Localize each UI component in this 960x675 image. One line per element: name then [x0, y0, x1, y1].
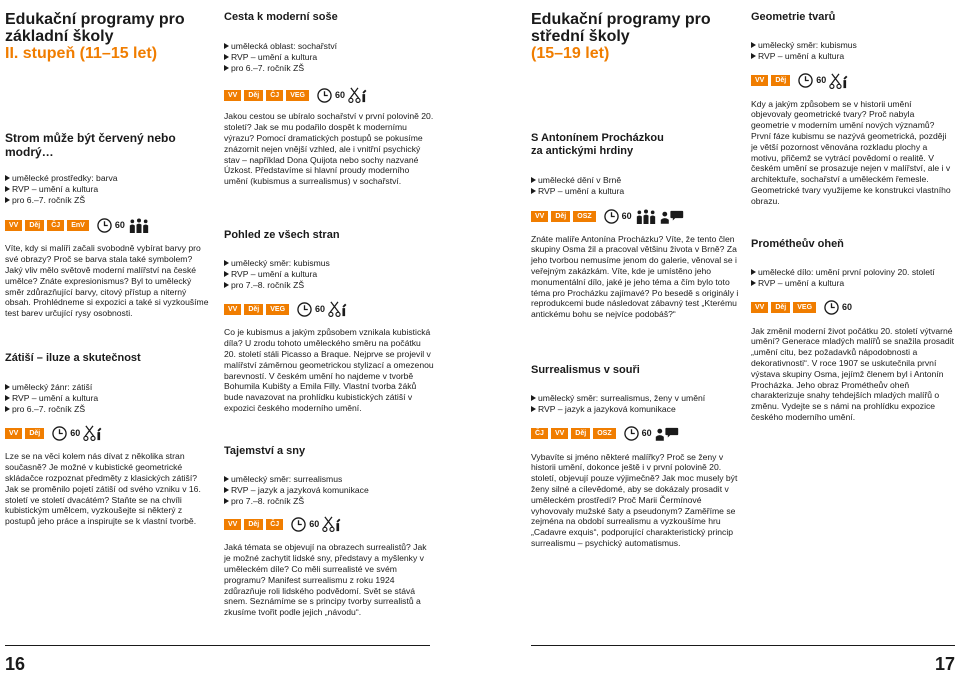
program-meta: umělecká oblast: sochařství RVP – umění a kultura pro 6.–7. ročník ZŠ — [224, 41, 434, 73]
tag: VV — [5, 428, 22, 439]
program-description: Znáte malíře Antonína Procházku? Víte, že tento člen skupiny Osma žil a pracoval většinu života v Brně? Za jeho tvorbou nemusíme jenom do galerie, věnoval se i veřejným zakázkám. Víte, kde je umístěno jeho monumentální dílo, jaké je jeho téma a čím bylo toto téma pro Procházku zajímavé? Po besedě s originály i reprodukcemi bude následovat zábavný test „Kterému antickému bohu se nejvíce podobáš?“ — [531, 233, 739, 320]
tag: VEG — [266, 304, 289, 315]
duration: 60 — [798, 73, 826, 88]
tag: VV — [5, 220, 22, 231]
program-geometrie — [751, 11, 954, 207]
program-title: Prométheův oheň — [751, 238, 844, 250]
clock-icon — [624, 426, 639, 441]
subject-tags — [5, 217, 210, 233]
program-description: Jakou cestou se ubíralo sochařství v první polovině 20. století? Jak se mu podařilo dospět k modernímu výrazu? Pomocí dramatických postupů se pokusíme znázornit nejen vnější vzhled, ale i vnitřní psychický stav – například Dona Quijota nebo sochy nazvané Úzkost. Představíme si hlavní proudy moderního umění (kubismus a surrealismus) v sochařství. — [224, 111, 434, 187]
tag: EnV — [67, 220, 89, 231]
tag: ČJ — [266, 90, 283, 101]
program-description: Kdy a jakým způsobem se v historii umění objevovaly geometrické tvary? Proč nabyla geometrie v moderním umění nových významů? První fáze kubismu se nazývá geometrická, později je větší pozornost věnována rozkladu plochy a motivu, přičemž se vytrácí povědomí o realitě. V českém umění se prosazuje nejen v malířství, ale i v architektuře, sochařství a uměleckém řemesle. Geometrické tvary využijeme ke konstrukci vlastního obrazu. — [751, 98, 951, 206]
program-meta: umělecký žánr: zátiší RVP – umění a kultura pro 6.–7. ročník ZŠ — [5, 382, 210, 414]
subject-tags — [224, 87, 434, 103]
tag: OSZ — [593, 428, 615, 439]
program-strom — [5, 131, 210, 319]
program-title: Strom může být červený nebo modrý… — [5, 131, 176, 159]
program-cesta — [224, 11, 434, 187]
program-meta: umělecký směr: kubismus RVP – umění a kultura pro 7.–8. ročník ZŠ — [224, 258, 434, 290]
program-pohled — [224, 229, 434, 414]
program-tajemstvi — [224, 445, 434, 618]
program-description: Víte, kdy si malíři začali svobodně vybírat barvy pro své obrazy? Proč se barva stala také symbolem? Jaký vliv mělo světově moderní malířství na české umělce? Znáte expresionismus? Byl to umělecký směr zdůrazňující barvy, citový přístup a niterný obsah. Prohlédneme si expozici a také si vyzkoušíme test barev určující rysy osobnosti. — [5, 243, 209, 319]
column-1 — [5, 11, 210, 527]
tag: OSZ — [573, 211, 595, 222]
duration: 60 — [97, 218, 125, 233]
program-meta: umělecký směr: kubismus RVP – umění a kultura — [751, 40, 954, 62]
duration: 60 — [317, 88, 345, 103]
scissors-icon — [83, 425, 103, 441]
program-meta: umělecké prostředky: barva RVP – umění a kultura pro 6.–7. ročník ZŠ — [5, 173, 210, 205]
program-title: Surrealismus v souři — [531, 364, 640, 376]
program-title: S Antonínem Procházkou za antickými hrdiny — [531, 132, 664, 157]
page-title-basic-schools: Edukační programy pro základní školy II. stupeň (11–15 let) — [5, 11, 185, 62]
program-title: Tajemství a sny — [224, 445, 306, 457]
tag: VEG — [793, 302, 816, 313]
column-3 — [531, 11, 743, 548]
program-zatisi — [5, 352, 210, 527]
tag: ČJ — [47, 220, 64, 231]
clock-icon — [297, 302, 312, 317]
program-description: Lze se na věci kolem nás dívat z několika stran současně? Je možné v kubistické geometrické skládačce rozpoznat předměty z klasických zátiší? Jak se proměnilo pojetí zátiší od svého vzniku v 16. století ve století dvacátém? Staňte se na chvíli kubistickým umělcem, vyzkoušejte si některý z postupů jeho práce a inspirujte se k vlastní tvorbě. — [5, 451, 201, 527]
program-title: Zátiší – iluze a skutečnost — [5, 352, 141, 364]
program-meta: umělecké dílo: umění první poloviny 20. století RVP – umění a kultura — [751, 267, 954, 289]
group-icon — [635, 209, 657, 224]
tag: VV — [224, 519, 241, 530]
subject-tags — [531, 209, 743, 225]
duration: 60 — [624, 426, 652, 441]
discussion-icon — [660, 209, 684, 224]
subject-tags — [531, 426, 743, 442]
tag: VV — [551, 428, 568, 439]
tag: Děj — [571, 428, 590, 439]
page-number-left: 16 — [5, 654, 26, 674]
subject-tags — [751, 73, 954, 89]
footer-rule-left — [5, 645, 430, 646]
scissors-icon — [829, 73, 849, 89]
tag: Děj — [25, 428, 44, 439]
tag: VV — [531, 211, 548, 222]
duration: 60 — [291, 517, 319, 532]
tag: VV — [224, 304, 241, 315]
tag: VV — [224, 90, 241, 101]
group-icon — [128, 218, 150, 233]
tag: VV — [751, 302, 768, 313]
clock-icon — [97, 218, 112, 233]
program-description: Jaká témata se objevují na obrazech surrealistů? Jak je možné zachytit lidské sny, představy a myšlenky v uměleckém díle? Co měli surrealisté ve svém programu? Manifest surrealismu z roku 1924 zdůrazňuje roli lidského podvědomí. Svět se stává snem. Seznámíme se s principy tvorby surrealistů a zkusíme tvořit podle jejich „návodu“. — [224, 542, 427, 618]
tag: Děj — [771, 75, 790, 86]
footer-rule-right — [531, 645, 955, 646]
scissors-icon — [328, 301, 348, 317]
program-description: Co je kubismus a jakým způsobem vznikala kubistická díla? U zrodu tohoto uměleckého směru na počátku 20. století stáli Picasso a Braque. Nejprve se projevil v malířství záměrnou geometrickou stylizací a omezenou barevností. V českém umění ho najdeme v tvorbě Bohumila Kubišty a Emila Filly. Vlastní tvorba žáků bude navazovat na prohlídku kubistických zátiší v expozici českého moderního umění. — [224, 327, 434, 413]
tag: VV — [751, 75, 768, 86]
clock-icon — [824, 300, 839, 315]
duration: 60 — [604, 209, 632, 224]
tag: Děj — [244, 304, 263, 315]
scissors-icon — [322, 516, 342, 532]
clock-icon — [52, 426, 67, 441]
subject-tags — [224, 516, 434, 532]
program-description: Jak změnil moderní život počátku 20. století výtvarné umění? Generace mladých malířů se snažila prosadit „umění citu, bez požadavků nápodobnosti a dekorativnosti“. V roce 1907 se uskutečnila první výstava skupiny Osma, jejímž členem byl i Antonín Procházka. Jeho obraz Prométheův oheň charakterizuje snahy tehdejších mladých malířů o změnu. Vydejte se s námi na prohlídku expozice českého moderního umění. — [751, 325, 955, 422]
duration: 60 — [52, 426, 80, 441]
tag: Děj — [244, 90, 263, 101]
program-title: Geometrie tvarů — [751, 11, 836, 23]
tag: ČJ — [266, 519, 283, 530]
tag: Děj — [771, 302, 790, 313]
program-meta: umělecké dění v Brně RVP – umění a kultura — [531, 175, 743, 197]
subject-tags — [5, 425, 210, 441]
clock-icon — [798, 73, 813, 88]
clock-icon — [291, 517, 306, 532]
tag: Děj — [551, 211, 570, 222]
tag: VEG — [286, 90, 309, 101]
tag: Děj — [244, 519, 263, 530]
subject-tags — [224, 301, 434, 317]
program-title: Pohled ze všech stran — [224, 229, 340, 241]
clock-icon — [604, 209, 619, 224]
page-number-right: 17 — [934, 654, 955, 674]
tag: ČJ — [531, 428, 548, 439]
program-surrealismus — [531, 364, 743, 549]
tag: Děj — [25, 220, 44, 231]
page-title-high-schools: Edukační programy pro střední školy (15–19 let) — [531, 11, 711, 62]
program-prochazka — [531, 132, 743, 320]
duration: 60 — [824, 300, 852, 315]
program-meta: umělecký směr: surrealismus RVP – jazyk a jazyková komunikace pro 7.–8. ročník ZŠ — [224, 474, 434, 506]
duration: 60 — [297, 302, 325, 317]
clock-icon — [317, 88, 332, 103]
program-meta: umělecký směr: surrealismus, ženy v umění RVP – jazyk a jazyková komunikace — [531, 393, 743, 415]
program-description: Vybavíte si jméno některé malířky? Proč se ženy v historii umění, dokonce ještě i v první polovině 20. století, objevují pouze výjimečně? Jak moc musely být ženy silné a cílevědomé, aby se dokázaly prosadit v uměleckém prostředí? Proč Marii Čermínové vyhovovaly mužské šaty a pseudonym? Zaměříme se zejména na období surrealismu a vyzkoušíme hru „Cadavre exquis“, podporující charakteristický princip surrealismu – psychický automatismus. — [531, 451, 738, 548]
program-prometheus — [751, 238, 954, 423]
discussion-icon — [655, 426, 679, 441]
scissors-icon — [348, 87, 368, 103]
program-title: Cesta k moderní soše — [224, 11, 338, 23]
subject-tags — [751, 300, 954, 316]
